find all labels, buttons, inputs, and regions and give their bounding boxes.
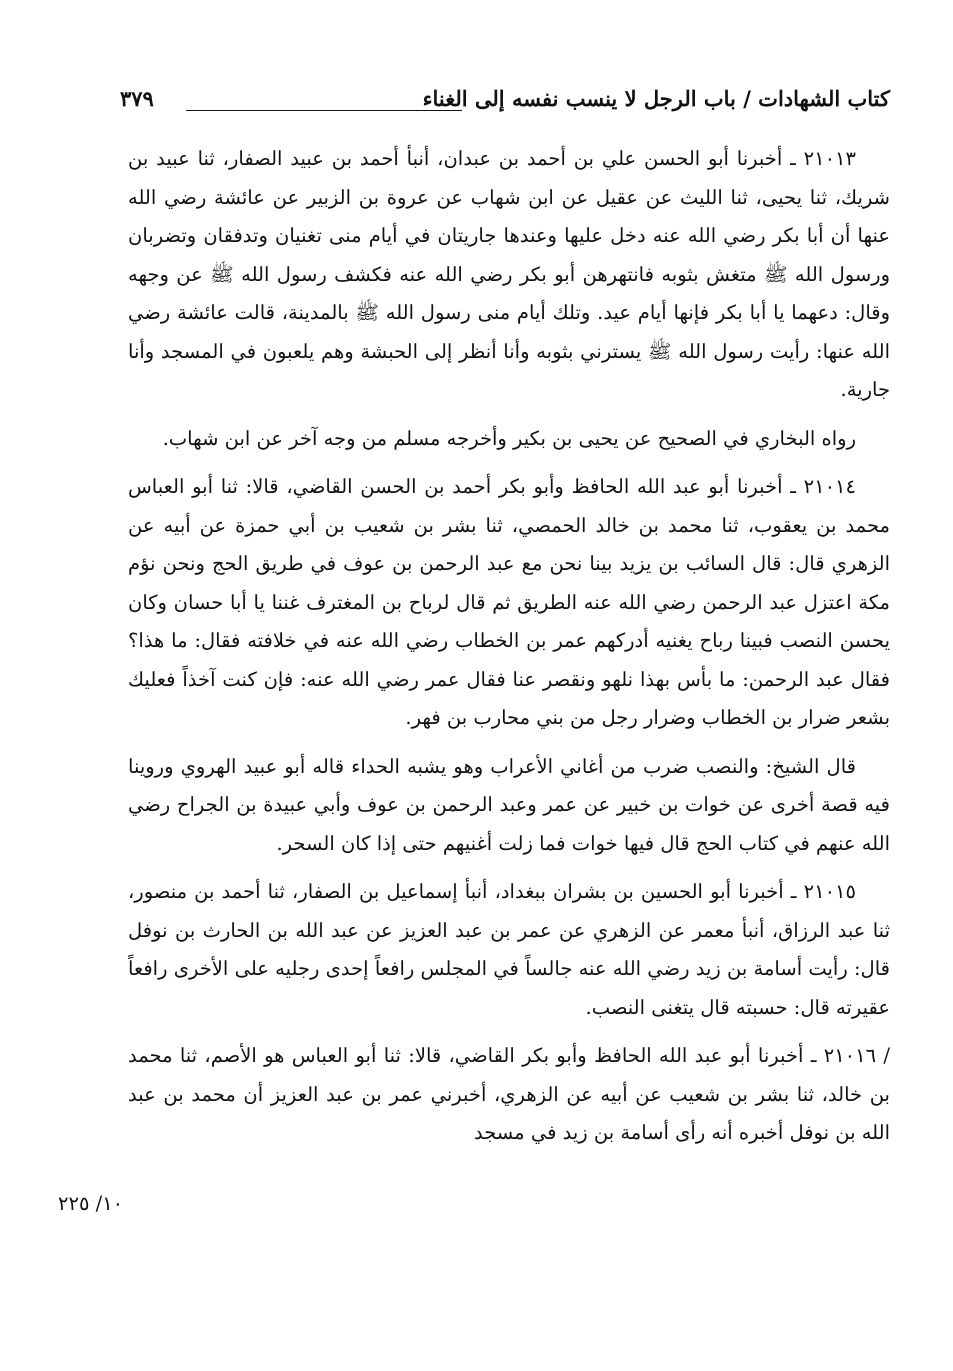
page-body — [128, 140, 890, 1153]
hadith-21016: / ٢١٠١٦ ـ أخبرنا أبو عبد الله الحافظ وأبو بكر القاضي، قالا: ثنا أبو العباس هو الأصم، ثنا محمد بن خالد، ثنا بشر بن شعيب عن أبيه عن الزهري، أخبرني عمر بن عبد العزيز أن محمد بن عبد الله بن نوفل أخبره أنه رأى أسامة بن زيد في مسجد — [128, 1044, 890, 1144]
page-number: ٣٧٩ — [120, 86, 154, 111]
narration-note: رواه البخاري في الصحيح عن يحيى بن بكير وأخرجه مسلم من وجه آخر عن ابن شهاب. — [162, 426, 856, 450]
sheikh-comment: قال الشيخ: والنصب ضرب من أغاني الأعراب وهو يشبه الحداء قاله أبو عبيد الهروي وروينا فيه قصة أخرى عن خوات بن خبير عن عمر وعبد الرحمن بن عوف وأبي عبيدة بن الجراح رضي الله عنهم في كتاب الحج قال فيها خوات فما زلت أغنيهم حتى إذا كان السحر. — [128, 754, 890, 855]
running-title: كتاب الشهادات / باب الرجل لا ينسب نفسه إلى الغناء — [422, 86, 890, 111]
hadith-21014: ٢١٠١٤ ـ أخبرنا أبو عبد الله الحافظ وأبو بكر أحمد بن الحسن القاضي، قالا: ثنا أبو العباس محمد بن يعقوب، ثنا محمد بن خالد الحمصي، ثنا بشر بن شعيب بن أبي حمزة عن أبيه عن الزهري قال: قال السائب بن يزيد بينا نحن مع عبد الرحمن بن عوف في طريق الحج ونحن نؤم مكة اعتزل عبد الرحمن رضي الله عنه الطريق ثم قال لرباح بن المغترف غننا يا أبا حسان وكان يحسن النصب فبينا رباح يغنيه أدركهم عمر بن الخطاب رضي الله عنه في خلافته فقال: ما هذا؟ فقال عبد الرحمن: ما بأس بهذا نلهو ونقصر عنا فقال عمر رضي الله عنه: فإن كنت آخذاً فعليك بشعر ضرار بن الخطاب وضرار رجل من بني محارب بن فهر. — [128, 475, 890, 729]
margin-volume-reference: ١٠/ ٢٢٥ — [58, 1192, 124, 1215]
page-header — [120, 86, 890, 126]
hadith-21015: ٢١٠١٥ ـ أخبرنا أبو الحسين بن بشران ببغداد، أنبأ إسماعيل بن الصفار، ثنا أحمد بن منصور، ثنا عبد الرزاق، أنبأ معمر عن الزهري عن عمر بن عبد العزيز عن عبد الله بن الحارث بن نوفل قال: رأيت أسامة بن زيد رضي الله عنه جالساً في المجلس رافعاً إحدى رجليه على الأخرى رافعاً عقيرته قال: حسبته قال يتغنى النصب. — [128, 880, 890, 1019]
header-rule — [186, 110, 462, 111]
hadith-21013: ٢١٠١٣ ـ أخبرنا أبو الحسن علي بن أحمد بن عبدان، أنبأ أحمد بن عبيد الصفار، ثنا عبيد بن شريك، ثنا يحيى، ثنا الليث عن عقيل عن ابن شهاب عن عروة بن الزبير عن عائشة رضي الله عنها أن أبا بكر رضي الله عنه دخل عليها وعندها جاريتان في أيام منى تغنيان وتدفقان وتضربان ورسول الله ﷺ متغش بثوبه فانتهرهن أبو بكر رضي الله عنه فكشف رسول الله ﷺ عن وجهه وقال: دعهما يا أبا بكر فإنها أيام عيد. وتلك أيام منى رسول الله ﷺ بالمدينة، قالت عائشة رضي الله عنها: رأيت رسول الله ﷺ يسترني بثوبه وأنا أنظر إلى الحبشة وهم يلعبون في المسجد وأنا جارية. — [128, 147, 890, 401]
